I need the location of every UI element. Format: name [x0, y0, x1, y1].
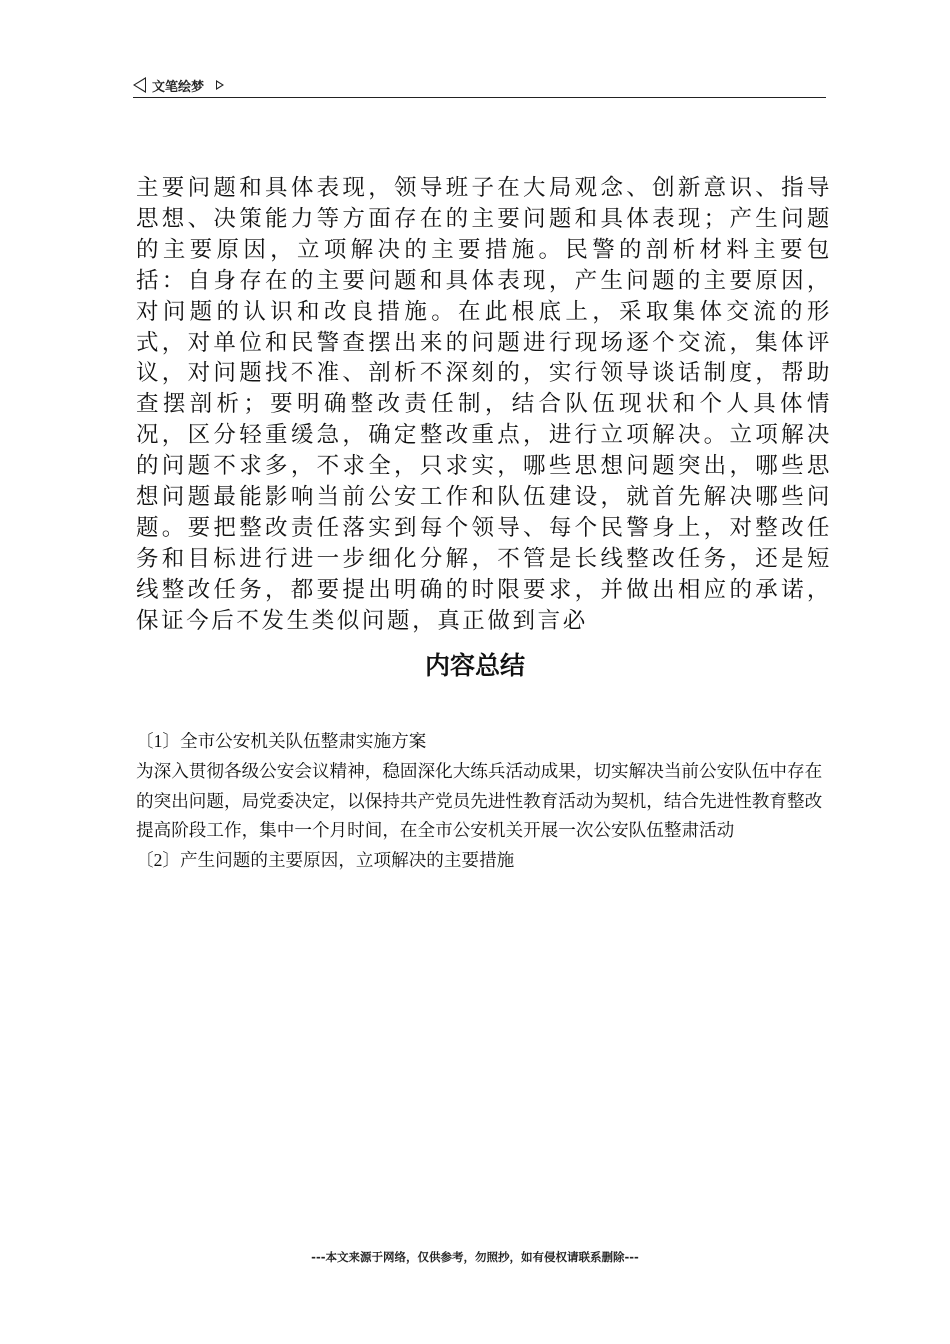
- page-footer: ---本文来源于网络，仅供参考，勿照抄，如有侵权请联系删除---: [311, 1250, 639, 1264]
- header-divider: [133, 97, 826, 98]
- body-paragraph: 主要问题和具体表现，领导班子在大局观念、创新意识、指导思想、决策能力等方面存在的主要问题和具体表现；产生问题的主要原因，立项解决的主要措施。民警的剖析材料主要包括：自身存在的主要问题和具体表现，产生问题的主要原因，对问题的认识和改良措施。在此根底上，采取集体交流的形式，对单位和民警查摆出来的问题进行现场逐个交流，集体评议，对问题找不准、剖析不深刻的，实行领导谈话制度，帮助查摆剖析；要明确整改责任制，结合队伍现状和个人具体情况，区分轻重缓急，确定整改重点，进行立项解决。立项解决的问题不求多，不求全，只求实，哪些思想问题突出，哪些思想问题最能影响当前公安工作和队伍建设，就首先解决哪些问题。要把整改责任落实到每个领导、每个民警身上，对整改任务和目标进行进一步细化分解，不管是长线整改任务，还是短线整改任务，都要提出明确的时限要求，并做出相应的承诺，保证今后不发生类似问题，真正做到言必: [136, 175, 832, 634]
- header-brand: 文笔绘梦: [152, 79, 205, 95]
- summary-title: 内容总结: [424, 651, 525, 680]
- page-header: [133, 74, 224, 96]
- summary-section: [136, 727, 830, 876]
- summary-item-1-heading: 〔1〕全市公安机关队伍整肃实施方案: [136, 731, 427, 751]
- triangle-right-icon: [216, 80, 224, 90]
- triangle-left-icon: [133, 77, 146, 93]
- summary-item-2-heading: 〔2〕产生问题的主要原因，立项解决的主要措施: [136, 850, 515, 871]
- summary-item-1-text: 为深入贯彻各级公安会议精神，稳固深化大练兵活动成果，切实解决当前公安队伍中存在的突出问题，局党委决定，以保持共产党员先进性教育活动为契机，结合先进性教育整改提高阶段工作，集中一个月时间，在全市公安机关开展一次公安队伍整肃活动: [136, 760, 823, 841]
